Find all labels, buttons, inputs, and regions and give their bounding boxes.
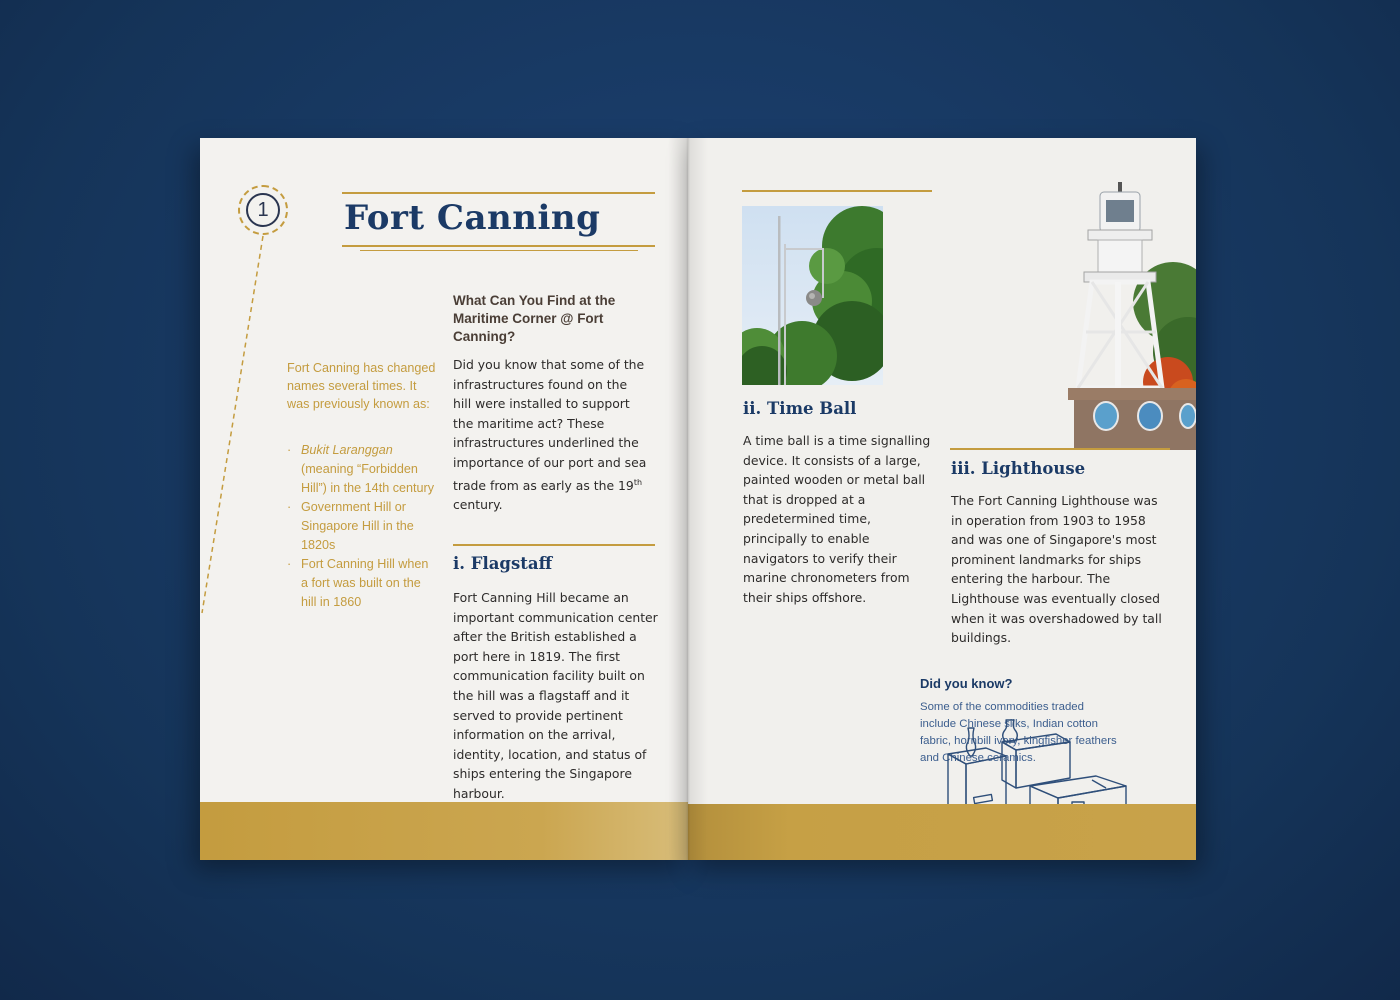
question-body-end: century. — [453, 497, 503, 513]
right-top-rule — [742, 190, 932, 192]
section-number: 1 — [246, 193, 280, 227]
page-title: Fort Canning — [344, 198, 601, 238]
title-rule-bottom-thin — [360, 250, 638, 251]
timeball-heading: ii. Time Ball — [743, 399, 857, 418]
title-rule-top — [342, 192, 655, 194]
former-name: Bukit Laranggan — [301, 443, 393, 457]
question-body-text: Did you know that some of the infrastructures found on the hill were installed to support the maritime act? These infrastructures underlined the importance of our port and sea trade from as early as the — [453, 357, 647, 493]
gold-footer-band — [200, 802, 688, 860]
list-item — [287, 441, 437, 498]
intro-text: Fort Canning has changed names several times. It was previously known as: — [287, 361, 436, 411]
lighthouse-heading: iii. Lighthouse — [951, 459, 1086, 478]
century-number: 19 — [618, 477, 634, 493]
former-name-detail: Fort Canning Hill when a fort was built on the hill in 1860 — [301, 557, 429, 609]
time-ball-photo — [742, 206, 883, 385]
lighthouse-body: The Fort Canning Lighthouse was in operation from 1903 to 1958 and was one of Singapore's most prominent landmarks for ships entering the harbour. The Lighthouse was eventually closed when it was overshadowed by tall buildings. — [951, 493, 1162, 646]
right-page — [688, 138, 1196, 860]
gold-footer-band-right — [688, 804, 1196, 860]
brochure — [200, 138, 1196, 860]
flagstaff-body: Fort Canning Hill became an important communication center after the British established a port here in 1819. The first communication facility built on the hill was a flagstaff and it served to provide pertinent information on the arrival, identity, location, and status of ships entering the Singapore harbour. — [453, 590, 658, 801]
former-name-detail: (meaning “Forbidden Hill”) in the 14th century — [301, 462, 434, 495]
lighthouse-rule — [950, 448, 1170, 450]
question-heading: What Can You Find at the Maritime Corner @ Fort Canning? — [453, 293, 616, 344]
title-rule-bottom — [342, 245, 655, 247]
question-body — [453, 355, 648, 515]
did-you-know-title: Did you know? — [920, 676, 1013, 691]
century-suffix: th — [633, 477, 643, 487]
flagstaff-rule — [453, 544, 655, 546]
timeball-body: A time ball is a time signalling device. It consists of a large, painted wooden or metal ball that is dropped at a predetermined time, principally to enable navigators to verify their marine chronometers from their ships offshore. — [743, 433, 931, 605]
former-name-detail: Government Hill or Singapore Hill in the 1820s — [301, 500, 414, 552]
did-you-know-text: Some of the commodities traded include Chinese silks, Indian cotton fabric, hornbill ivory, kingfisher feathers and Chinese ceramics. — [920, 701, 1117, 764]
section-number-badge — [238, 185, 288, 235]
flagstaff-heading: i. Flagstaff — [453, 554, 553, 573]
lighthouse-photo — [1048, 182, 1196, 454]
left-page — [200, 138, 688, 860]
list-item — [287, 498, 437, 555]
former-names-list — [287, 441, 437, 612]
list-item — [287, 555, 437, 612]
